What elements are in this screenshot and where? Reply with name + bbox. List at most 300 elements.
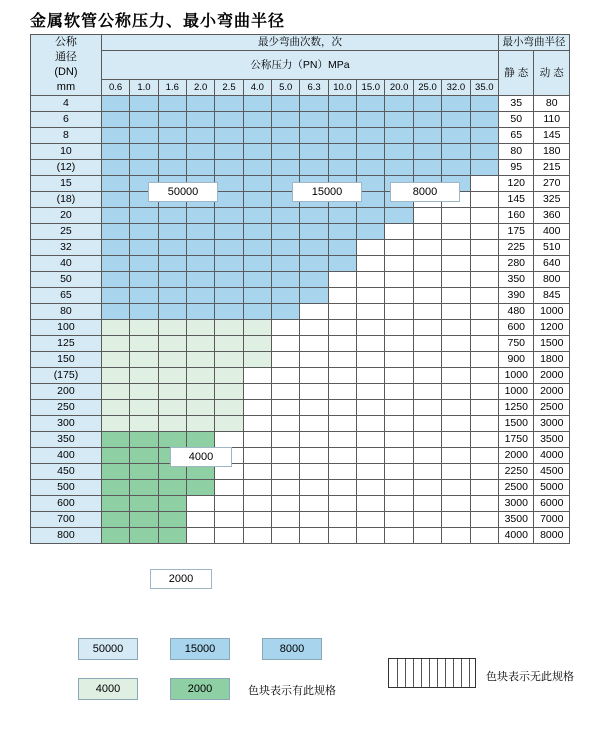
cell-125-25.0 [413,336,441,352]
table-row [31,448,570,464]
cell-4-20.0 [385,96,413,112]
cell-250-0.6 [101,400,129,416]
row-static-350: 1750 [499,432,534,448]
cell-4-15.0 [357,96,385,112]
cell-150-6.3 [300,352,328,368]
row-dynamic-350: 3500 [534,432,570,448]
cell-8-20.0 [385,128,413,144]
cell-6-2.0 [186,112,214,128]
cell-25-2.0 [186,224,214,240]
row-static-20: 160 [499,208,534,224]
cell-25-35.0 [470,224,498,240]
cell-4-25.0 [413,96,441,112]
row-static-25: 175 [499,224,534,240]
cell-600-10.0 [328,496,356,512]
cell-800-35.0 [470,528,498,544]
cell-6-5.0 [272,112,300,128]
cell-300-20.0 [385,416,413,432]
cell-800-1.0 [130,528,158,544]
cell-125-4.0 [243,336,271,352]
cell-500-32.0 [442,480,470,496]
row-dynamic-4: 80 [534,96,570,112]
cell-500-0.6 [101,480,129,496]
cell-150-10.0 [328,352,356,368]
cell-200-5.0 [272,384,300,400]
cell-65-2.0 [186,288,214,304]
cell-6-25.0 [413,112,441,128]
cell-65-1.6 [158,288,186,304]
cell-200-0.6 [101,384,129,400]
cell-125-5.0 [272,336,300,352]
cell-150-35.0 [470,352,498,368]
cell-400-1.0 [130,448,158,464]
cell-8-25.0 [413,128,441,144]
row-dynamic-40: 640 [534,256,570,272]
cell-800-2.0 [186,528,214,544]
cell-20-2.0 [186,208,214,224]
cell-50-25.0 [413,272,441,288]
cell-80-15.0 [357,304,385,320]
table-row [31,208,570,224]
row-dynamic-8: 145 [534,128,570,144]
cell-65-32.0 [442,288,470,304]
row-static-100: 600 [499,320,534,336]
cell-(12)-25.0 [413,160,441,176]
cell-80-4.0 [243,304,271,320]
row-dn-300: 300 [31,416,102,432]
cell-4-0.6 [101,96,129,112]
cell-50-35.0 [470,272,498,288]
cell-300-25.0 [413,416,441,432]
cell-800-5.0 [272,528,300,544]
cell-500-5.0 [272,480,300,496]
cell-500-4.0 [243,480,271,496]
cell-20-5.0 [272,208,300,224]
table-row [31,240,570,256]
row-dn-32: 32 [31,240,102,256]
cell-10-1.6 [158,144,186,160]
row-static-700: 3500 [499,512,534,528]
cell-350-1.0 [130,432,158,448]
cell-20-10.0 [328,208,356,224]
row-static-(18): 145 [499,192,534,208]
cell-4-35.0 [470,96,498,112]
cell-100-4.0 [243,320,271,336]
row-static-300: 1500 [499,416,534,432]
callout-2000: 2000 [150,569,212,589]
cell-10-1.0 [130,144,158,160]
cell-450-4.0 [243,464,271,480]
cell-600-2.0 [186,496,214,512]
table-row [31,272,570,288]
header-dn-line-1: 公称 [54,36,77,48]
cell-500-2.5 [215,480,243,496]
cell-32-5.0 [272,240,300,256]
cell-10-35.0 [470,144,498,160]
row-dynamic-450: 4500 [534,464,570,480]
cell-65-20.0 [385,288,413,304]
callout-15000: 15000 [292,182,362,202]
cell-300-1.6 [158,416,186,432]
header-pressure-1.0: 1.0 [130,80,158,96]
cell-450-15.0 [357,464,385,480]
cell-500-25.0 [413,480,441,496]
cell-400-6.3 [300,448,328,464]
cell-6-0.6 [101,112,129,128]
cell-(12)-0.6 [101,160,129,176]
cell-700-2.0 [186,512,214,528]
cell-15-0.6 [101,176,129,192]
table-row [31,144,570,160]
cell-(175)-35.0 [470,368,498,384]
table-row [31,528,570,544]
cell-6-32.0 [442,112,470,128]
cell-(12)-2.0 [186,160,214,176]
table-row [31,112,570,128]
cell-50-0.6 [101,272,129,288]
cell-50-4.0 [243,272,271,288]
cell-100-35.0 [470,320,498,336]
cell-50-5.0 [272,272,300,288]
row-dn-25: 25 [31,224,102,240]
table-row [31,432,570,448]
cell-32-2.0 [186,240,214,256]
cell-65-25.0 [413,288,441,304]
cell-150-25.0 [413,352,441,368]
cell-400-10.0 [328,448,356,464]
cell-300-32.0 [442,416,470,432]
table-row [31,96,570,112]
row-static-40: 280 [499,256,534,272]
cell-8-2.0 [186,128,214,144]
row-static-125: 750 [499,336,534,352]
cell-300-1.0 [130,416,158,432]
cell-(175)-6.3 [300,368,328,384]
cell-250-5.0 [272,400,300,416]
cell-25-4.0 [243,224,271,240]
cell-450-32.0 [442,464,470,480]
cell-32-1.6 [158,240,186,256]
cell-20-1.0 [130,208,158,224]
callout-4000: 4000 [170,447,232,467]
cell-32-10.0 [328,240,356,256]
cell-150-5.0 [272,352,300,368]
row-static-10: 80 [499,144,534,160]
row-static-200: 1000 [499,384,534,400]
cell-800-6.3 [300,528,328,544]
cell-200-2.0 [186,384,214,400]
table-row [31,480,570,496]
header-radius-static: 静 态 [499,51,534,96]
cell-400-0.6 [101,448,129,464]
row-dynamic-500: 5000 [534,480,570,496]
cell-20-32.0 [442,208,470,224]
row-dynamic-600: 6000 [534,496,570,512]
row-static-400: 2000 [499,448,534,464]
table-row [31,336,570,352]
row-dn-500: 500 [31,480,102,496]
hatch-line [397,659,398,687]
cell-8-15.0 [357,128,385,144]
row-dn-4: 4 [31,96,102,112]
cell-450-10.0 [328,464,356,480]
row-dynamic-80: 1000 [534,304,570,320]
table-row [31,128,570,144]
row-static-6: 50 [499,112,534,128]
cell-300-0.6 [101,416,129,432]
cell-350-25.0 [413,432,441,448]
legend [30,632,574,722]
cell-500-2.0 [186,480,214,496]
cell-600-1.6 [158,496,186,512]
cell-10-10.0 [328,144,356,160]
cell-4-6.3 [300,96,328,112]
cell-700-6.3 [300,512,328,528]
cell-350-6.3 [300,432,328,448]
row-dn-10: 10 [31,144,102,160]
row-dn-250: 250 [31,400,102,416]
cell-250-1.6 [158,400,186,416]
cell-125-2.0 [186,336,214,352]
cell-65-15.0 [357,288,385,304]
cell-65-10.0 [328,288,356,304]
cell-40-1.0 [130,256,158,272]
cell-100-0.6 [101,320,129,336]
cell-6-35.0 [470,112,498,128]
cell-25-5.0 [272,224,300,240]
cell-300-5.0 [272,416,300,432]
row-dn-50: 50 [31,272,102,288]
cell-8-1.0 [130,128,158,144]
cell-600-1.0 [130,496,158,512]
cell-8-1.6 [158,128,186,144]
cell-200-35.0 [470,384,498,400]
cell-65-6.3 [300,288,328,304]
cell-450-20.0 [385,464,413,480]
cell-20-6.3 [300,208,328,224]
hatch-line [445,659,446,687]
cell-450-5.0 [272,464,300,480]
cell-50-1.6 [158,272,186,288]
hatch-line [413,659,414,687]
cell-300-2.0 [186,416,214,432]
row-dn-80: 80 [31,304,102,320]
cell-10-4.0 [243,144,271,160]
cell-600-5.0 [272,496,300,512]
header-radius-dynamic: 动 态 [534,51,570,96]
cell-800-20.0 [385,528,413,544]
cell-450-0.6 [101,464,129,480]
cell-10-20.0 [385,144,413,160]
cell-125-32.0 [442,336,470,352]
cell-32-35.0 [470,240,498,256]
cell-150-15.0 [357,352,385,368]
cell-350-1.6 [158,432,186,448]
cell-150-32.0 [442,352,470,368]
legend-box-15000: 15000 [170,638,230,660]
row-dynamic-6: 110 [534,112,570,128]
cell-350-35.0 [470,432,498,448]
cell-600-6.3 [300,496,328,512]
cell-700-15.0 [357,512,385,528]
cell-100-2.5 [215,320,243,336]
table-row [31,256,570,272]
cell-32-4.0 [243,240,271,256]
cell-200-15.0 [357,384,385,400]
row-dn-350: 350 [31,432,102,448]
cell-600-20.0 [385,496,413,512]
cell-150-4.0 [243,352,271,368]
cell-600-35.0 [470,496,498,512]
cell-(12)-35.0 [470,160,498,176]
legend-hatch-swatch [388,658,476,688]
cell-150-0.6 [101,352,129,368]
cell-100-2.0 [186,320,214,336]
table-row [31,160,570,176]
cell-250-2.0 [186,400,214,416]
page-title: 金属软管公称压力、最小弯曲半径 [30,13,286,30]
row-static-(175): 1000 [499,368,534,384]
cell-(12)-6.3 [300,160,328,176]
cell-500-1.6 [158,480,186,496]
cell-125-2.5 [215,336,243,352]
cell-40-15.0 [357,256,385,272]
cell-100-1.0 [130,320,158,336]
row-dn-700: 700 [31,512,102,528]
cell-800-25.0 [413,528,441,544]
cell-6-6.3 [300,112,328,128]
cell-80-6.3 [300,304,328,320]
cell-32-1.0 [130,240,158,256]
cell-300-6.3 [300,416,328,432]
row-dn-(18): (18) [31,192,102,208]
cell-(175)-32.0 [442,368,470,384]
cell-450-6.3 [300,464,328,480]
cell-600-4.0 [243,496,271,512]
cell-65-0.6 [101,288,129,304]
cell-8-0.6 [101,128,129,144]
cell-800-10.0 [328,528,356,544]
cell-8-5.0 [272,128,300,144]
cell-32-6.3 [300,240,328,256]
cell-(175)-2.5 [215,368,243,384]
table-row [31,320,570,336]
table-row [31,400,570,416]
header-row-1 [31,35,570,51]
cell-10-2.5 [215,144,243,160]
cell-(12)-1.0 [130,160,158,176]
cell-(18)-35.0 [470,192,498,208]
row-dn-100: 100 [31,320,102,336]
spec-table-container [30,34,570,585]
row-dn-(12): (12) [31,160,102,176]
cell-700-5.0 [272,512,300,528]
cell-(12)-10.0 [328,160,356,176]
cell-(175)-20.0 [385,368,413,384]
cell-150-2.5 [215,352,243,368]
header-row-3-pressure-values [31,80,570,96]
cell-4-32.0 [442,96,470,112]
row-dn-400: 400 [31,448,102,464]
cell-25-2.5 [215,224,243,240]
row-dynamic-100: 1200 [534,320,570,336]
cell-700-4.0 [243,512,271,528]
cell-125-1.0 [130,336,158,352]
cell-400-32.0 [442,448,470,464]
cell-600-0.6 [101,496,129,512]
cell-40-5.0 [272,256,300,272]
cell-200-20.0 [385,384,413,400]
table-row [31,464,570,480]
cell-80-0.6 [101,304,129,320]
cell-500-15.0 [357,480,385,496]
cell-80-32.0 [442,304,470,320]
table-row [31,224,570,240]
callout-8000: 8000 [390,182,460,202]
row-dynamic-50: 800 [534,272,570,288]
row-dynamic-250: 2500 [534,400,570,416]
cell-125-20.0 [385,336,413,352]
cell-80-20.0 [385,304,413,320]
cell-200-2.5 [215,384,243,400]
row-dn-6: 6 [31,112,102,128]
cell-100-1.6 [158,320,186,336]
cell-300-4.0 [243,416,271,432]
cell-600-15.0 [357,496,385,512]
cell-32-25.0 [413,240,441,256]
cell-250-10.0 [328,400,356,416]
legend-note-unavailable: 色块表示无此规格 [486,671,574,683]
table-row [31,368,570,384]
cell-(12)-2.5 [215,160,243,176]
row-dn-600: 600 [31,496,102,512]
cell-250-20.0 [385,400,413,416]
cell-20-4.0 [243,208,271,224]
row-static-8: 65 [499,128,534,144]
cell-400-4.0 [243,448,271,464]
cell-6-1.0 [130,112,158,128]
row-dn-(175): (175) [31,368,102,384]
cell-350-4.0 [243,432,271,448]
row-dynamic-(175): 2000 [534,368,570,384]
cell-(175)-0.6 [101,368,129,384]
row-dynamic-(12): 215 [534,160,570,176]
cell-350-32.0 [442,432,470,448]
header-bend-count: 最少弯曲次数，次 [101,35,498,51]
cell-100-20.0 [385,320,413,336]
cell-150-1.0 [130,352,158,368]
cell-80-25.0 [413,304,441,320]
row-dynamic-10: 180 [534,144,570,160]
cell-80-35.0 [470,304,498,320]
cell-25-25.0 [413,224,441,240]
cell-125-0.6 [101,336,129,352]
cell-10-2.0 [186,144,214,160]
cell-10-15.0 [357,144,385,160]
header-pressure-2.5: 2.5 [215,80,243,96]
cell-4-5.0 [272,96,300,112]
cell-20-1.6 [158,208,186,224]
cell-(175)-5.0 [272,368,300,384]
cell-6-1.6 [158,112,186,128]
cell-15-2.5 [215,176,243,192]
cell-300-2.5 [215,416,243,432]
cell-10-5.0 [272,144,300,160]
cell-6-2.5 [215,112,243,128]
cell-125-6.3 [300,336,328,352]
row-dn-8: 8 [31,128,102,144]
cell-20-15.0 [357,208,385,224]
